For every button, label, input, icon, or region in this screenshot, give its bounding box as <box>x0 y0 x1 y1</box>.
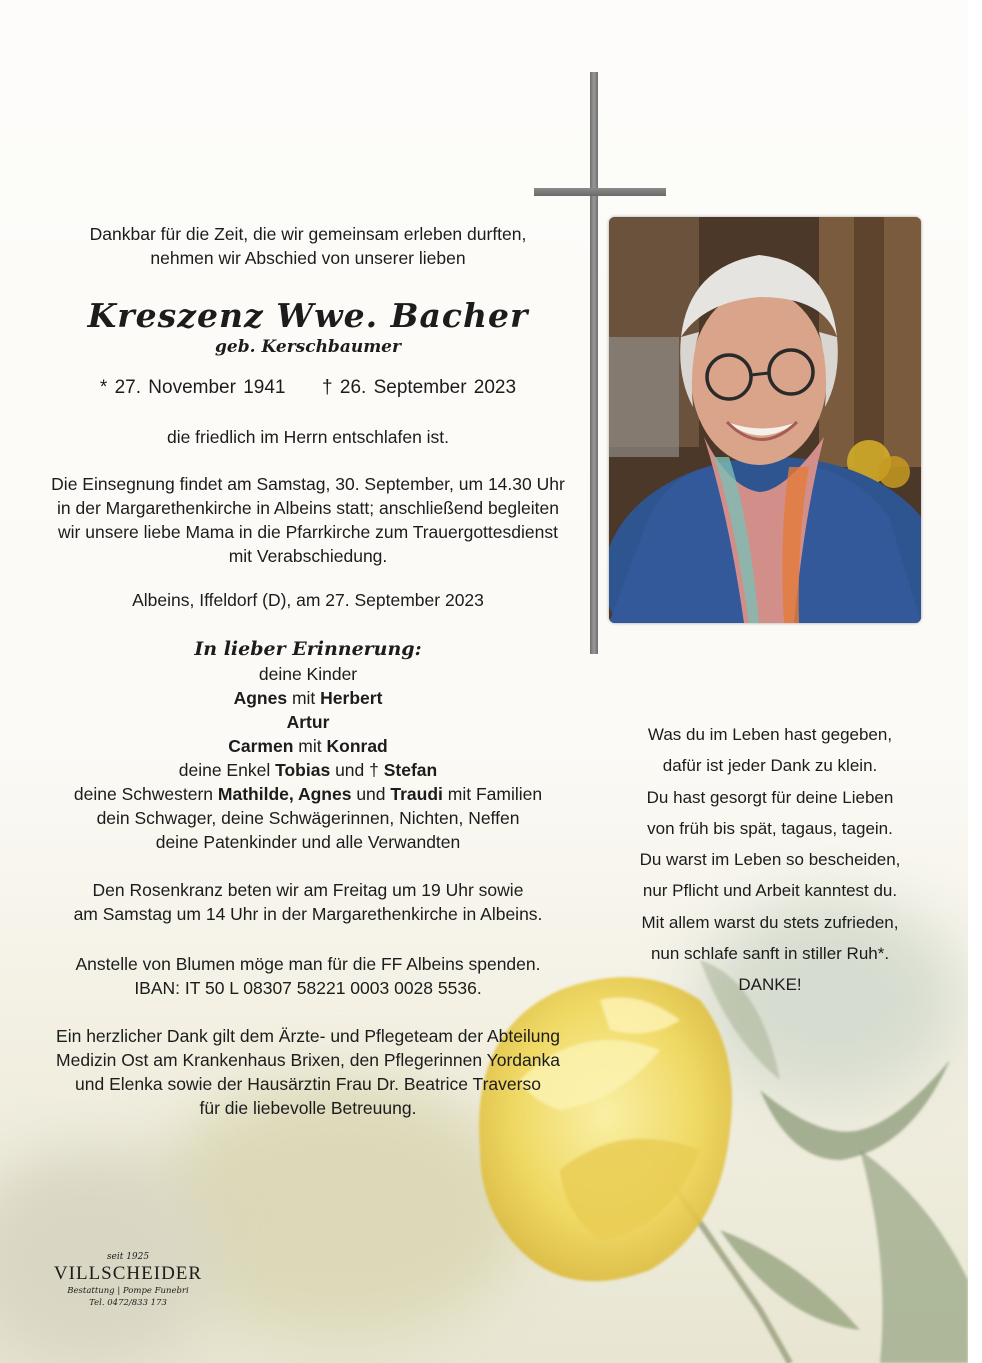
intro-block <box>50 222 566 270</box>
rosary-line: am Samstag um 14 Uhr in der Margarethenkirche in Albeins. <box>73 904 543 924</box>
thanks-block <box>50 1024 566 1120</box>
place-date: Albeins, Iffeldorf (D), am 27. September 2023 <box>132 590 484 610</box>
thanks-line: und Elenka sowie der Hausärztin Frau Dr. Beatrice Traverso <box>75 1074 541 1094</box>
place-date-block <box>50 588 566 612</box>
family-name: Mathilde, Agnes <box>217 784 352 804</box>
poem-line: von früh bis spät, tagaus, tagein. <box>647 818 893 838</box>
page-edge <box>968 0 982 1363</box>
memory-title: In lieber Erinnerung: <box>194 638 422 660</box>
connector: und † <box>335 760 379 780</box>
family-line <box>50 782 566 806</box>
thanks-line: Medizin Ost am Krankenhaus Brixen, den Pflegerinnen Yordanka <box>56 1050 560 1070</box>
family-name: Tobias <box>275 760 331 780</box>
family-name: Herbert <box>320 688 383 708</box>
poem-line: DANKE! <box>738 975 802 995</box>
funeral-home-name: VILLSCHEIDER <box>53 1263 203 1284</box>
intro-line: nehmen wir Abschied von unserer lieben <box>150 248 466 268</box>
sisters-prefix: deine Schwestern <box>73 784 214 804</box>
donation-block <box>50 952 566 1000</box>
memory-block <box>50 636 566 854</box>
rosary-line: Den Rosenkranz beten wir am Freitag um 19 Uhr sowie <box>92 880 524 900</box>
poem-block <box>612 719 928 1001</box>
dates-row <box>50 375 566 401</box>
poem-line: Du hast gesorgt für deine Lieben <box>646 787 894 807</box>
family-line <box>50 734 566 758</box>
family-line <box>50 686 566 710</box>
grandchildren-prefix: deine Enkel <box>178 760 271 780</box>
funeral-home-subtitle: Bestattung | Pompe Funebri <box>67 1286 189 1296</box>
family-name: Carmen <box>228 736 294 756</box>
funeral-home-logo <box>48 1252 208 1309</box>
funeral-home-phone: Tel. 0472/833 173 <box>89 1298 167 1308</box>
death-date: † 26. September 2023 <box>322 377 517 398</box>
ceremony-line: wir unsere liebe Mama in die Pfarrkirche zum Trauergottesdienst <box>58 522 558 542</box>
ceremony-line: in der Margarethenkirche in Albeins statt; anschließend begleiten <box>57 498 559 518</box>
poem-line: nur Pflicht und Arbeit kanntest du. <box>642 881 898 901</box>
cross-vertical <box>590 72 598 654</box>
portrait-photo <box>609 217 921 623</box>
poem-line: Du warst im Leben so bescheiden, <box>639 850 901 870</box>
children-label: deine Kinder <box>258 664 358 684</box>
poem-line: Mit allem warst du stets zufrieden, <box>641 912 899 932</box>
family-line <box>50 758 566 782</box>
connector: mit <box>291 688 316 708</box>
passed-text-block <box>50 425 566 449</box>
deceased-name: Kreszenz Wwe. Bacher <box>87 296 529 335</box>
passed-text: die friedlich im Herrn entschlafen ist. <box>166 427 450 447</box>
poem-line: dafür ist jeder Dank zu klein. <box>662 756 878 776</box>
family-line <box>50 710 566 734</box>
cross-horizontal <box>534 188 666 196</box>
poem-line: Was du im Leben hast gegeben, <box>647 725 893 744</box>
donation-line: Anstelle von Blumen möge man für die FF Albeins spenden. <box>75 954 541 974</box>
family-name: Artur <box>286 712 330 732</box>
family-name: Konrad <box>326 736 388 756</box>
family-name: Stefan <box>383 760 438 780</box>
sisters-suffix: mit Familien <box>447 784 543 804</box>
godchildren-line: deine Patenkinder und alle Verwandten <box>155 832 461 852</box>
family-name: Agnes <box>233 688 288 708</box>
founded-text: seit 1925 <box>106 1252 150 1262</box>
birth-name: geb. Kerschbaumer <box>215 337 401 357</box>
ceremony-line: Die Einsegnung findet am Samstag, 30. September, um 14.30 Uhr <box>51 474 565 494</box>
thanks-line: Ein herzlicher Dank gilt dem Ärzte- und Pflegeteam der Abteilung <box>56 1026 560 1046</box>
in-laws-line: dein Schwager, deine Schwägerinnen, Nichten, Neffen <box>96 808 520 828</box>
intro-line: Dankbar für die Zeit, die wir gemeinsam erleben durften, <box>89 224 527 244</box>
connector: und <box>356 784 386 804</box>
thanks-line: für die liebevolle Betreuung. <box>199 1098 417 1118</box>
birth-date: * 27. November 1941 <box>99 377 286 398</box>
connector: mit <box>298 736 322 756</box>
family-name: Traudi <box>390 784 443 804</box>
iban-line: IBAN: IT 50 L 08307 58221 0003 0028 5536. <box>134 978 482 998</box>
ceremony-block <box>50 472 566 568</box>
rosary-block <box>50 878 566 926</box>
ceremony-line: mit Verabschiedung. <box>228 546 388 566</box>
poem-line: nun schlafe sanft in stiller Ruh*. <box>650 944 890 964</box>
name-block <box>50 296 566 358</box>
